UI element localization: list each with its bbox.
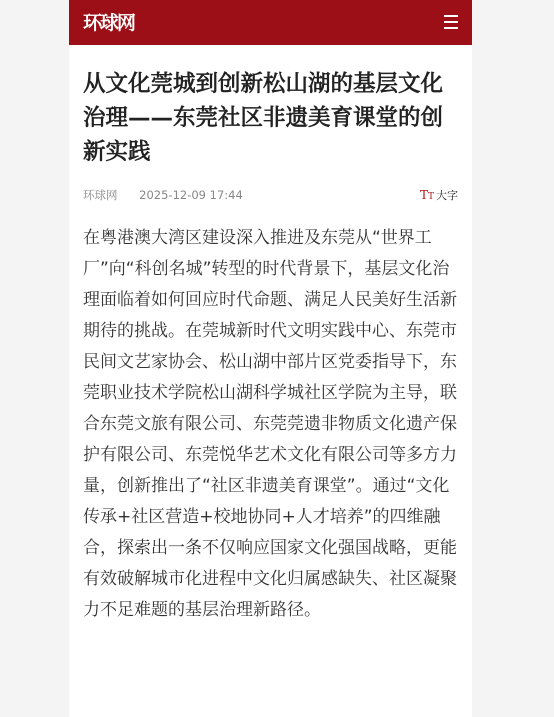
hamburger-menu-icon[interactable] [444, 15, 458, 29]
article-body: 在粤港澳大湾区建设深入推进及东莞从“世界工厂”向“科创名城”转型的时代背景下，基层文化治理面临着如何回应时代命题、满足人民美好生活新期待的挑战。在莞城新时代文明实践中心、东莞市民间文艺家协会、松山湖中部片区党委指导下，东莞职业技术学院松山湖科学城社区学院为主导，联合东莞文旅有限公司、东莞莞遗非物质文化遗产保护有限公司、东莞悦华艺术文化有限公司等多方力量，创新推出了“社区非遗美育课堂”。通过“文化传承+社区营造+校地协同+人才培养”的四维融合，探索出一条不仅响应国家文化强国战略，更能有效破解城市化进程中文化归属感缺失、社区凝聚力不足难题的基层治理新路径。 [83, 228, 457, 620]
menu-line [444, 27, 458, 29]
article-datetime: 2025-12-09 17:44 [139, 188, 243, 202]
top-bar [69, 0, 472, 45]
article-page [69, 0, 472, 717]
menu-line [444, 21, 458, 23]
article-title: 从文化莞城到创新松山湖的基层文化治理——东莞社区非遗美育课堂的创新实践 [83, 71, 444, 165]
font-size-toggle[interactable] [420, 186, 458, 206]
article-meta [83, 186, 458, 204]
font-size-label: 大字 [436, 189, 458, 202]
article-source: 环球网 [83, 188, 118, 202]
site-logo[interactable]: 环球网 [83, 12, 135, 34]
font-size-icon: TT [419, 188, 434, 202]
menu-line [444, 15, 458, 17]
